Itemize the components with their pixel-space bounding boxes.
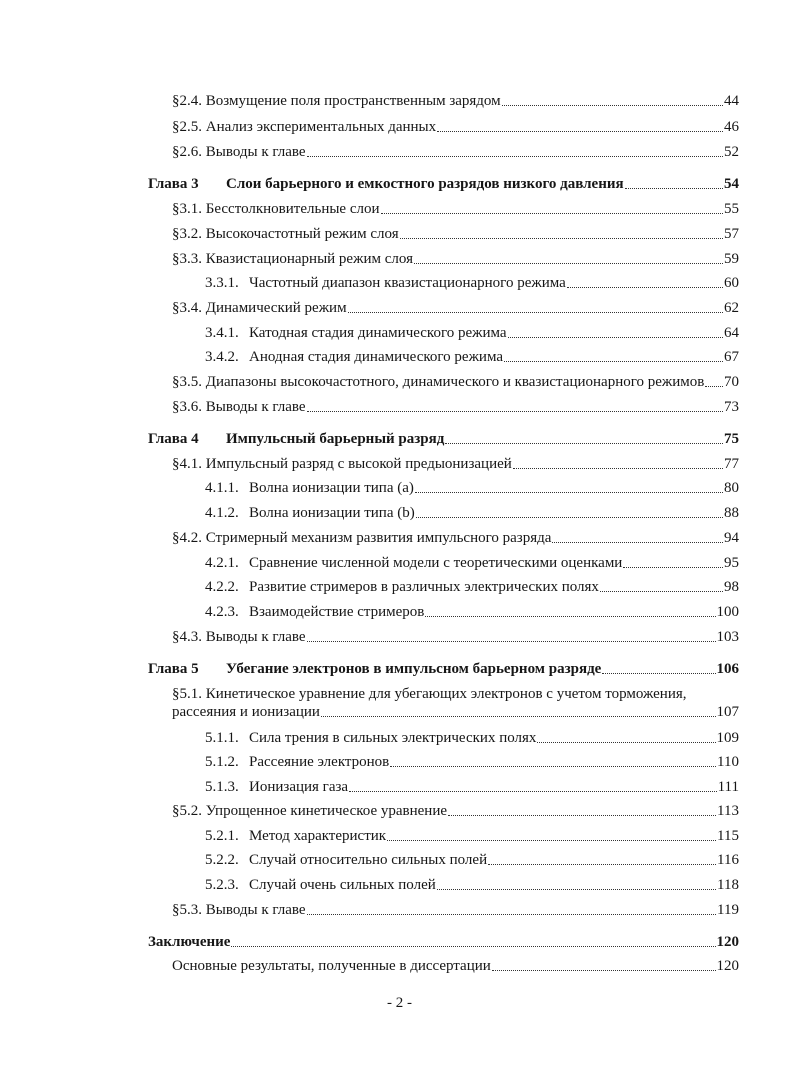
toc-entry[interactable] (148, 660, 739, 678)
toc-page: 59 (724, 251, 739, 267)
toc-title: Сравнение численной модели с теоретическими оценками (249, 555, 623, 571)
toc-number: §4.1. (172, 456, 202, 472)
dot-leader (705, 386, 723, 387)
toc-page: 64 (724, 325, 739, 341)
toc-title: Анодная стадия динамического режима (249, 349, 504, 365)
toc-page: 100 (716, 604, 739, 620)
toc-page: 75 (724, 431, 739, 447)
dot-leader (504, 361, 723, 362)
toc-number: §5.2. (172, 803, 202, 819)
dot-leader (349, 791, 717, 792)
toc-title: Выводы к главе (205, 629, 306, 645)
toc-entry[interactable] (148, 933, 739, 951)
toc-page: 109 (716, 730, 739, 746)
toc-entry[interactable] (172, 802, 739, 820)
toc-title: Возмущение поля пространственным зарядом (205, 93, 501, 109)
toc-number: §3.4. (172, 300, 202, 316)
toc-title: Упрощенное кинетическое уравнение (205, 803, 448, 819)
toc-number: §5.3. (172, 902, 202, 918)
toc-entry[interactable] (148, 175, 739, 193)
toc-title: Выводы к главе (205, 144, 306, 160)
toc-number: §4.3. (172, 629, 202, 645)
toc-entry[interactable] (205, 753, 739, 771)
toc-number: §3.2. (172, 226, 202, 242)
dot-leader (307, 156, 723, 157)
toc-number: Глава 4 (148, 431, 199, 447)
dot-leader (415, 492, 723, 493)
toc-title: Импульсный разряд с высокой предыонизацией (205, 456, 512, 472)
toc-entry[interactable] (205, 348, 739, 366)
toc-number: §2.6. (172, 144, 202, 160)
toc-number: 3.4.1. (205, 325, 239, 341)
toc-page: 44 (724, 93, 739, 109)
dot-leader (321, 716, 716, 717)
toc-title: Волна ионизации типа (b) (249, 505, 415, 521)
toc-page: 60 (724, 275, 739, 291)
toc-entry[interactable] (205, 851, 739, 869)
toc-title: Рассеяние электронов (249, 754, 390, 770)
toc-page: 62 (724, 300, 739, 316)
toc-page: 46 (724, 119, 739, 135)
toc-page: 80 (724, 480, 739, 496)
toc-number: 3.4.2. (205, 349, 239, 365)
toc-page: 103 (716, 629, 739, 645)
toc-title: Катодная стадия динамического режима (249, 325, 507, 341)
toc-entry[interactable] (172, 398, 739, 416)
dot-leader (567, 287, 723, 288)
toc-page: 70 (724, 374, 739, 390)
toc-title: Заключение (148, 934, 231, 950)
toc-title: Диапазоны высокочастотного, динамического и квазистационарного режимов (205, 374, 705, 390)
dot-leader (623, 567, 723, 568)
toc-page: 73 (724, 399, 739, 415)
toc-number: Глава 3 (148, 176, 199, 192)
toc-title: Динамический режим (205, 300, 347, 316)
toc-title: Случай относительно сильных полей (249, 852, 488, 868)
toc-entry[interactable] (205, 274, 739, 292)
toc-number: 3.3.1. (205, 275, 239, 291)
dot-leader (625, 188, 723, 189)
toc-page: 113 (717, 803, 739, 819)
dot-leader (414, 263, 723, 264)
toc-number: 5.1.3. (205, 779, 239, 795)
toc-page: 67 (724, 349, 739, 365)
toc-entry[interactable] (172, 628, 739, 646)
toc-entry[interactable] (205, 876, 739, 894)
toc-page: 77 (724, 456, 739, 472)
dot-leader (381, 213, 723, 214)
toc-title: Выводы к главе (205, 399, 306, 415)
dot-leader (537, 742, 715, 743)
toc-number: §3.6. (172, 399, 202, 415)
toc-entry[interactable] (205, 578, 739, 596)
toc-page: 119 (717, 902, 739, 918)
dot-leader (390, 766, 716, 767)
dot-leader (600, 591, 723, 592)
toc-page: 57 (724, 226, 739, 242)
toc-title: Бесстолкновительные слои (205, 201, 380, 217)
dot-leader (437, 889, 716, 890)
page-number: - 2 - (387, 995, 412, 1011)
toc-number: 5.2.1. (205, 828, 239, 844)
toc-entry[interactable] (172, 250, 739, 268)
dot-leader (348, 312, 723, 313)
toc-title: Выводы к главе (205, 902, 306, 918)
toc-title: Частотный диапазон квазистационарного режима (249, 275, 566, 291)
toc-entry[interactable] (205, 324, 739, 342)
toc-entry[interactable] (148, 430, 739, 448)
toc-page: 54 (724, 176, 739, 192)
dot-leader (400, 238, 723, 239)
toc-page: 107 (716, 704, 739, 720)
dot-leader (387, 840, 716, 841)
dot-leader (437, 131, 723, 132)
toc-number: 4.2.1. (205, 555, 239, 571)
toc-entry[interactable] (172, 92, 739, 110)
toc-title: Развитие стримеров в различных электрических полях (249, 579, 599, 595)
toc-entry[interactable] (172, 455, 739, 473)
toc-number: §2.4. (172, 93, 202, 109)
toc-page: 111 (717, 779, 739, 795)
toc-page: 106 (716, 661, 739, 677)
toc-number: §3.1. (172, 201, 202, 217)
toc-title: Случай очень сильных полей (249, 877, 436, 893)
toc-page: 120 (716, 934, 739, 950)
toc-title: Анализ экспериментальных данных (205, 119, 437, 135)
dot-leader (416, 517, 723, 518)
toc-title: Ионизация газа (249, 779, 349, 795)
toc-entry[interactable] (205, 504, 739, 522)
toc-number: 4.2.3. (205, 604, 239, 620)
toc-number: §2.5. (172, 119, 202, 135)
toc-entry[interactable] (205, 827, 739, 845)
toc-entry[interactable] (205, 778, 739, 796)
toc-entry[interactable] (172, 529, 739, 547)
toc-number: 5.1.1. (205, 730, 239, 746)
toc-title: Основные результаты, полученные в диссертации (172, 958, 491, 974)
toc-entry[interactable] (172, 299, 739, 317)
toc-page: 118 (717, 877, 739, 893)
toc-title: Импульсный барьерный разряд (226, 431, 445, 447)
toc-page: 52 (724, 144, 739, 160)
toc-title: Сила трения в сильных электрических полях (249, 730, 537, 746)
toc-title: Слои барьерного и емкостного разрядов низкого давления (226, 176, 624, 192)
toc-number: Глава 5 (148, 661, 199, 677)
toc-entry[interactable] (205, 479, 739, 497)
toc-entry[interactable] (172, 685, 739, 721)
toc-number: §4.2. (172, 530, 202, 546)
toc-entry[interactable] (172, 143, 739, 161)
toc-page: 98 (724, 579, 739, 595)
toc-entry[interactable] (172, 200, 739, 218)
toc-entry[interactable] (205, 554, 739, 572)
toc-entry[interactable] (205, 603, 739, 621)
toc-entry[interactable] (172, 118, 739, 136)
toc-number: 5.2.3. (205, 877, 239, 893)
toc-title-continued: рассеяния и ионизации (172, 704, 320, 720)
dot-leader (552, 542, 723, 543)
toc-page: 94 (724, 530, 739, 546)
dot-leader (307, 641, 716, 642)
dot-leader (492, 970, 716, 971)
toc-title: Метод характеристик (249, 828, 387, 844)
toc-entry[interactable] (172, 225, 739, 243)
toc-number: §5.1. (172, 686, 202, 702)
toc-number: §3.3. (172, 251, 202, 267)
toc-title: Убегание электронов в импульсном барьерном разряде (226, 661, 602, 677)
dot-leader (307, 411, 723, 412)
toc-page: 120 (716, 958, 739, 974)
toc-page: 95 (724, 555, 739, 571)
dot-leader (445, 443, 723, 444)
toc-title: Высокочастотный режим слоя (205, 226, 399, 242)
toc-number: §3.5. (172, 374, 202, 390)
toc-page: 55 (724, 201, 739, 217)
toc-number: 5.2.2. (205, 852, 239, 868)
dot-leader (425, 616, 715, 617)
dot-leader (508, 337, 723, 338)
toc-title: Взаимодействие стримеров (249, 604, 425, 620)
toc-entry[interactable] (172, 957, 739, 975)
toc-number: 4.1.2. (205, 505, 239, 521)
toc-number: 5.1.2. (205, 754, 239, 770)
toc-number: 4.2.2. (205, 579, 239, 595)
toc-entry[interactable] (205, 729, 739, 747)
dot-leader (502, 105, 723, 106)
dot-leader (448, 815, 716, 816)
dot-leader (231, 946, 715, 947)
toc-title: Волна ионизации типа (a) (249, 480, 414, 496)
dot-leader (602, 673, 715, 674)
toc-entry[interactable] (172, 901, 739, 919)
toc-page: 110 (717, 754, 739, 770)
toc-title: Квазистационарный режим слоя (205, 251, 413, 267)
toc-title: Стримерный механизм развития импульсного разряда (205, 530, 552, 546)
toc-entry[interactable] (172, 373, 739, 391)
toc-page: 88 (724, 505, 739, 521)
dot-leader (307, 914, 716, 915)
dot-leader (513, 468, 723, 469)
dot-leader (488, 864, 716, 865)
toc-title: Кинетическое уравнение для убегающих электронов с учетом торможения, (205, 686, 687, 702)
toc-page: 116 (717, 852, 739, 868)
toc-number: 4.1.1. (205, 480, 239, 496)
toc-page: 115 (717, 828, 739, 844)
